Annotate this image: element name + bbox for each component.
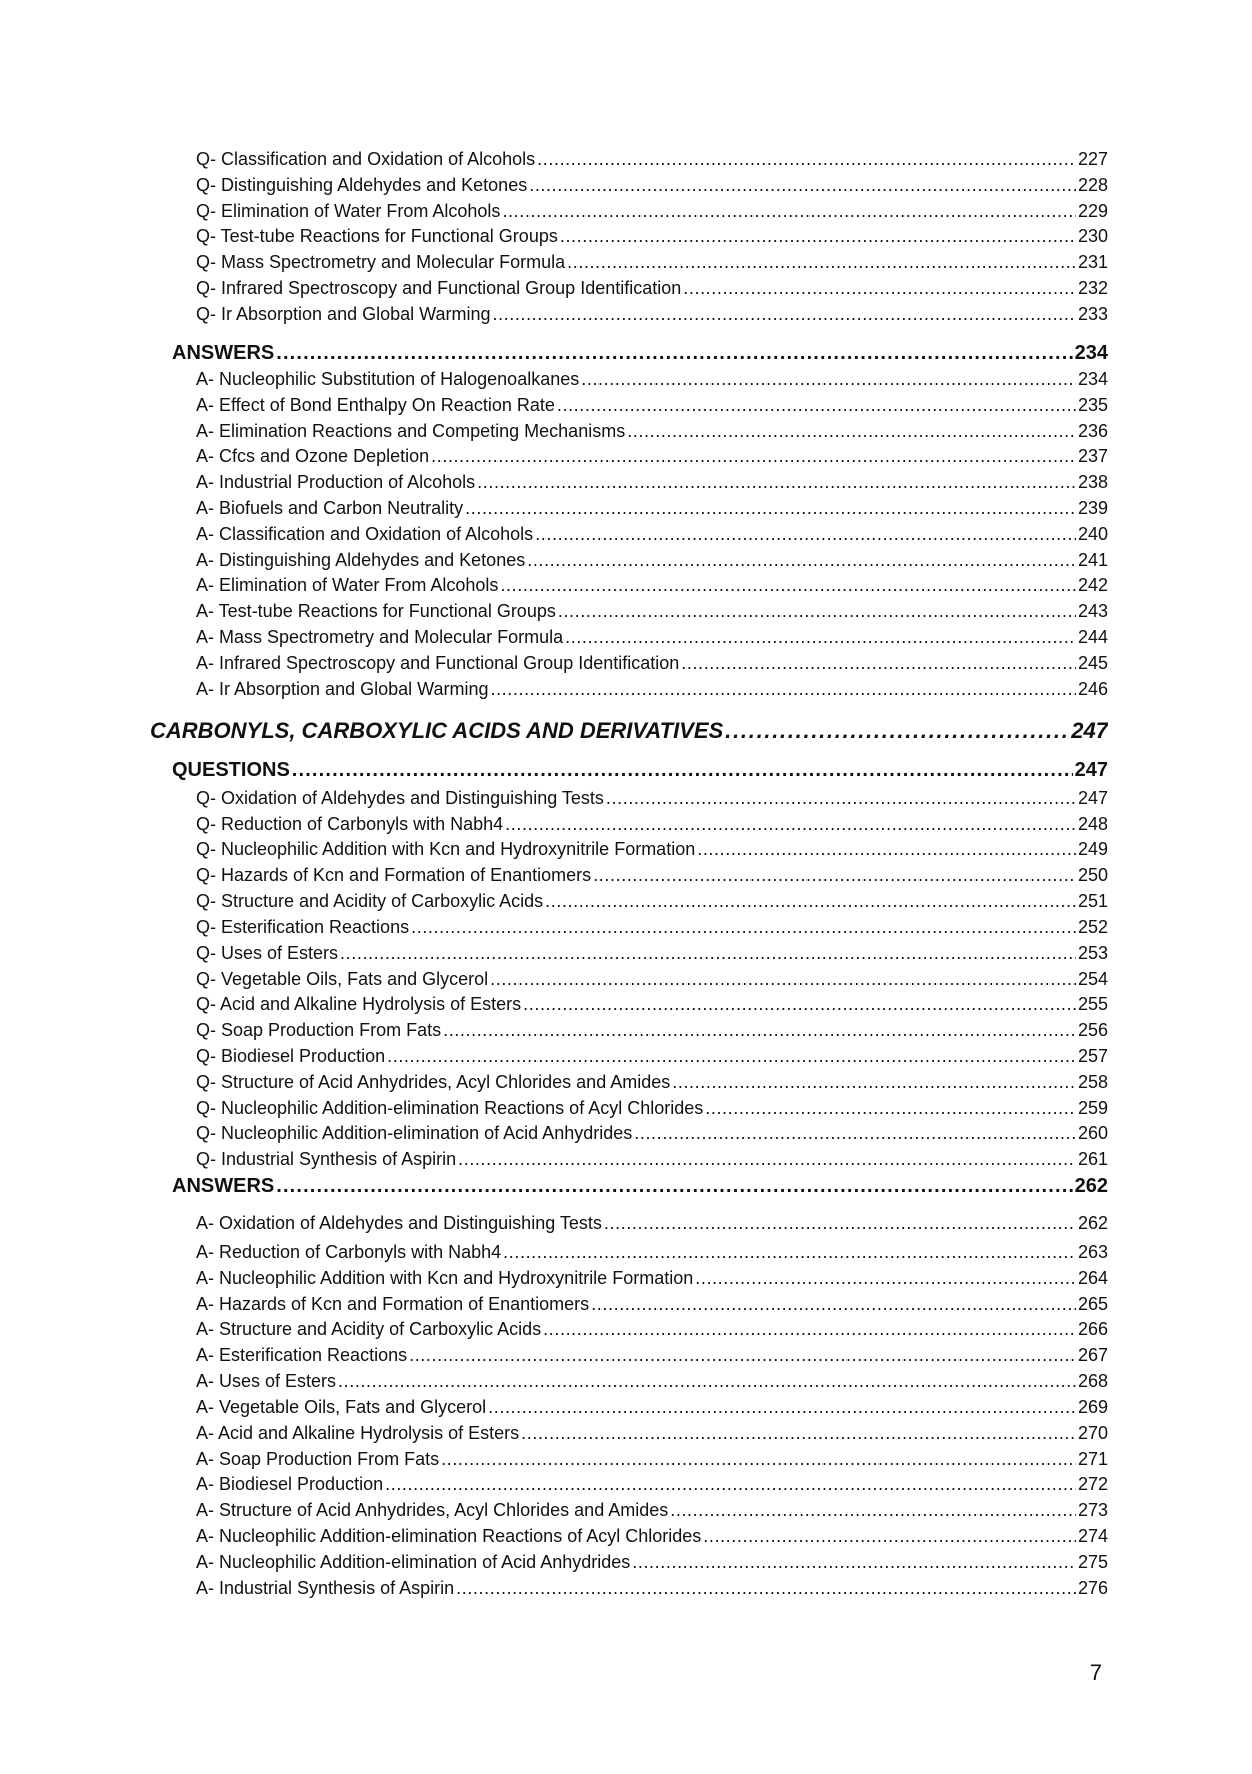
toc-entry[interactable] [196,421,1108,442]
toc-entry[interactable] [196,1072,1108,1093]
dot-leader [670,1500,1076,1521]
toc-page-number: 235 [1077,395,1108,415]
toc-entry[interactable] [196,524,1108,545]
dot-leader [441,1449,1076,1470]
dot-leader [490,679,1075,700]
toc-entry[interactable] [196,1526,1108,1547]
dot-leader [604,1213,1076,1234]
toc-title: Q- Reduction of Carbonyls with Nabh4 [196,814,504,834]
toc-section[interactable] [172,342,1108,365]
dot-leader [606,788,1076,809]
toc-title: QUESTIONS [172,759,290,781]
toc-page-number: 229 [1077,201,1108,221]
toc-page-number: 240 [1077,524,1108,544]
toc-entry[interactable] [196,627,1108,648]
toc-page-number: 238 [1077,472,1108,492]
dot-leader [632,1552,1076,1573]
dot-leader [431,446,1076,467]
toc-entry[interactable] [196,601,1108,622]
toc-page-number: 246 [1077,679,1108,699]
dot-leader [338,1371,1076,1392]
toc-page-number: 254 [1077,969,1108,989]
toc-title: Q- Infrared Spectroscopy and Functional Group Identification [196,278,682,298]
toc-entry[interactable] [196,1578,1108,1599]
toc-entry[interactable] [196,994,1108,1015]
toc-title: Q- Nucleophilic Addition with Kcn and Hydroxynitrile Formation [196,839,696,859]
toc-entry[interactable] [196,550,1108,571]
dot-leader [458,1149,1076,1170]
toc-page-number: 230 [1077,226,1108,246]
dot-leader [565,627,1076,648]
dot-leader [703,1526,1076,1547]
toc-title: Q- Structure of Acid Anhydrides, Acyl Chlorides and Amides [196,1072,671,1092]
toc-title: Q- Mass Spectrometry and Molecular Formula [196,252,566,272]
toc-title: A- Industrial Synthesis of Aspirin [196,1578,455,1598]
dot-leader [340,943,1076,964]
toc-entry[interactable] [196,839,1108,860]
toc-entry[interactable] [196,917,1108,938]
toc-page-number: 258 [1077,1072,1108,1092]
toc-entry[interactable] [196,1149,1108,1170]
toc-title: A- Vegetable Oils, Fats and Glycerol [196,1397,487,1417]
dot-leader [697,839,1076,860]
dot-leader [276,342,1072,365]
toc-page-number: 234 [1077,369,1108,389]
toc-title: Q- Esterification Reactions [196,917,410,937]
toc-entry[interactable] [196,1552,1108,1573]
toc-page-number: 247 [1077,788,1108,808]
toc-entry[interactable] [196,1449,1108,1470]
toc-title: A- Soap Production From Fats [196,1449,440,1469]
dot-leader [292,759,1073,782]
toc-title: Q- Uses of Esters [196,943,339,963]
toc-title: A- Esterification Reactions [196,1345,408,1365]
dot-leader [543,1319,1076,1340]
dot-leader [695,1268,1076,1289]
toc-page-number: 243 [1077,601,1108,621]
toc-title: A- Cfcs and Ozone Depletion [196,446,430,466]
toc-title: Q- Soap Production From Fats [196,1020,442,1040]
toc-title: Q- Vegetable Oils, Fats and Glycerol [196,969,489,989]
dot-leader [567,252,1076,273]
toc-page-number: 262 [1077,1213,1108,1233]
dot-leader [593,865,1076,886]
dot-leader [683,278,1076,299]
dot-leader [502,201,1076,222]
toc-page-number: 270 [1077,1423,1108,1443]
toc-page-number: 264 [1077,1268,1108,1288]
dot-leader [490,969,1076,990]
toc-entry[interactable] [196,472,1108,493]
toc-page-number: 242 [1077,575,1108,595]
dot-leader [276,1175,1072,1198]
toc-title: A- Structure of Acid Anhydrides, Acyl Chlorides and Amides [196,1500,669,1520]
toc-title: A- Test-tube Reactions for Functional Groups [196,601,556,621]
toc-page-number: 265 [1077,1294,1108,1314]
dot-leader [521,1423,1076,1444]
toc-page-number: 271 [1077,1449,1108,1469]
toc-entry[interactable] [196,679,1108,700]
dot-leader [558,601,1076,622]
toc-title: Q- Structure and Acidity of Carboxylic Acids [196,891,544,911]
toc-title: ANSWERS [172,1175,275,1197]
toc-page-number: 227 [1077,149,1108,169]
dot-leader [581,369,1076,390]
toc-page-number: 276 [1077,1578,1108,1598]
toc-title: Q- Hazards of Kcn and Formation of Enantiomers [196,865,592,885]
toc-title: Q- Nucleophilic Addition-elimination Reactions of Acyl Chlorides [196,1098,704,1118]
dot-leader [409,1345,1076,1366]
toc-title: A- Effect of Bond Enthalpy On Reaction Rate [196,395,555,415]
toc-title: Q- Ir Absorption and Global Warming [196,304,491,324]
toc-entry[interactable] [196,201,1108,222]
toc-page-number: 248 [1077,814,1108,834]
toc-title: Q- Classification and Oxidation of Alcohols [196,149,536,169]
toc-entry[interactable] [196,149,1108,170]
toc-page-number: 247 [1071,718,1108,743]
dot-leader [503,1242,1076,1263]
toc-entry[interactable] [196,1242,1108,1263]
dot-leader [411,917,1076,938]
page-number: 7 [1089,1660,1102,1685]
toc-entry[interactable] [196,1046,1108,1067]
toc-page-number: 239 [1077,498,1108,518]
toc-page-number: 245 [1077,653,1108,673]
toc-section[interactable] [172,1175,1108,1198]
toc-title: A- Biofuels and Carbon Neutrality [196,498,464,518]
toc-entry[interactable] [196,498,1108,519]
toc-page-number: 268 [1077,1371,1108,1391]
toc-entry[interactable] [196,788,1108,809]
toc-title: A- Ir Absorption and Global Warming [196,679,489,699]
toc-entry[interactable] [196,891,1108,912]
toc-entry[interactable] [196,1423,1108,1444]
dot-leader [627,421,1076,442]
dot-leader [557,395,1076,416]
toc-page-number: 266 [1077,1319,1108,1339]
toc-title: A- Nucleophilic Addition-elimination of Acid Anhydrides [196,1552,631,1572]
toc-page-number: 274 [1077,1526,1108,1546]
toc-page-number: 228 [1077,175,1108,195]
toc-page-number: 267 [1077,1345,1108,1365]
toc-title: A- Nucleophilic Substitution of Halogenoalkanes [196,369,580,389]
toc-page-number: 269 [1077,1397,1108,1417]
toc-entry[interactable] [196,1294,1108,1315]
toc-entry[interactable] [196,865,1108,886]
toc-title: CARBONYLS, CARBOXYLIC ACIDS AND DERIVATIVES [150,718,724,743]
toc-page-number: 257 [1077,1046,1108,1066]
dot-leader [456,1578,1076,1599]
toc-page-number: 275 [1077,1552,1108,1572]
toc-entry[interactable] [196,1397,1108,1418]
toc-entry[interactable] [196,814,1108,835]
toc-title: A- Classification and Oxidation of Alcohols [196,524,534,544]
toc-title: A- Reduction of Carbonyls with Nabh4 [196,1242,502,1262]
toc-title: A- Distinguishing Aldehydes and Ketones [196,550,526,570]
toc-title: A- Elimination of Water From Alcohols [196,575,499,595]
dot-leader [591,1294,1076,1315]
toc-entry[interactable] [196,278,1108,299]
toc-page-number: 237 [1077,446,1108,466]
toc-page-number: 273 [1077,1500,1108,1520]
dot-leader [672,1072,1076,1093]
toc-entry[interactable] [196,1213,1108,1234]
toc-page-number: 253 [1077,943,1108,963]
toc-title: A- Uses of Esters [196,1371,337,1391]
toc-page-number: 256 [1077,1020,1108,1040]
toc-title: Q- Distinguishing Aldehydes and Ketones [196,175,528,195]
toc-title: Q- Elimination of Water From Alcohols [196,201,501,221]
toc-entry[interactable] [196,1020,1108,1041]
toc-title: A- Nucleophilic Addition-elimination Reactions of Acyl Chlorides [196,1526,702,1546]
dot-leader [535,524,1076,545]
toc-entry[interactable] [196,1345,1108,1366]
toc-page-number: 252 [1077,917,1108,937]
toc-entry[interactable] [196,252,1108,273]
toc-page-number: 241 [1077,550,1108,570]
toc-chapter[interactable] [150,718,1108,744]
toc-page-number: 236 [1077,421,1108,441]
toc-title: A- Acid and Alkaline Hydrolysis of Esters [196,1423,520,1443]
toc-entry[interactable] [196,226,1108,247]
dot-leader [387,1046,1076,1067]
toc-entry[interactable] [196,1474,1108,1495]
toc-page-number: 259 [1077,1098,1108,1118]
toc-title: ANSWERS [172,342,275,364]
toc-section[interactable] [172,759,1108,782]
dot-leader [545,891,1076,912]
toc-page-number: 249 [1077,839,1108,859]
toc-entry[interactable] [196,1268,1108,1289]
toc-page-number: 247 [1074,759,1108,781]
toc-page-number: 232 [1077,278,1108,298]
dot-leader [385,1474,1076,1495]
dot-leader [465,498,1076,519]
toc-page-number: 234 [1074,342,1108,364]
toc-entry[interactable] [196,304,1108,325]
toc-page-number: 262 [1074,1175,1108,1197]
dot-leader [537,149,1076,170]
dot-leader [560,226,1076,247]
dot-leader [523,994,1076,1015]
dot-leader [681,653,1076,674]
toc-title: Q- Test-tube Reactions for Functional Groups [196,226,558,246]
dot-leader [477,472,1076,493]
toc-title: A- Industrial Production of Alcohols [196,472,476,492]
toc-entry[interactable] [196,446,1108,467]
toc-entry[interactable] [196,575,1108,596]
toc-title: A- Mass Spectrometry and Molecular Formula [196,627,564,647]
toc-entry[interactable] [196,653,1108,674]
toc-title: Q- Nucleophilic Addition-elimination of Acid Anhydrides [196,1123,633,1143]
toc-entry[interactable] [196,1319,1108,1340]
toc-entry[interactable] [196,943,1108,964]
toc-title: A- Oxidation of Aldehydes and Distinguishing Tests [196,1213,602,1233]
toc-title: A- Nucleophilic Addition with Kcn and Hydroxynitrile Formation [196,1268,694,1288]
toc-entry[interactable] [196,369,1108,390]
toc-title: A- Elimination Reactions and Competing Mechanisms [196,421,626,441]
toc-page-number: 260 [1077,1123,1108,1143]
toc-entry[interactable] [196,1500,1108,1521]
dot-leader [634,1123,1076,1144]
toc-entry[interactable] [196,1098,1108,1119]
toc-title: Q- Acid and Alkaline Hydrolysis of Esters [196,994,522,1014]
toc-page-number: 272 [1077,1474,1108,1494]
toc-title: A- Infrared Spectroscopy and Functional Group Identification [196,653,680,673]
toc-entry[interactable] [196,969,1108,990]
toc-title: Q- Industrial Synthesis of Aspirin [196,1149,457,1169]
dot-leader [505,814,1076,835]
toc-page-number: 233 [1077,304,1108,324]
toc-page-number: 251 [1077,891,1108,911]
toc-entry[interactable] [196,175,1108,196]
toc-page-number: 261 [1077,1149,1108,1169]
dot-leader [492,304,1075,325]
toc-title: A- Biodiesel Production [196,1474,384,1494]
dot-leader [527,550,1076,571]
dot-leader [705,1098,1076,1119]
toc-title: A- Hazards of Kcn and Formation of Enantiomers [196,1294,590,1314]
toc-page-number: 263 [1077,1242,1108,1262]
toc-title: A- Structure and Acidity of Carboxylic Acids [196,1319,542,1339]
dot-leader [529,175,1076,196]
dot-leader [488,1397,1076,1418]
toc-page-number: 250 [1077,865,1108,885]
dot-leader [500,575,1076,596]
toc-entry[interactable] [196,395,1108,416]
toc-entry[interactable] [196,1371,1108,1392]
dot-leader [725,718,1069,744]
toc-entry[interactable] [196,1123,1108,1144]
toc-title: Q- Biodiesel Production [196,1046,386,1066]
toc-page-number: 231 [1077,252,1108,272]
toc-page-number: 244 [1077,627,1108,647]
dot-leader [443,1020,1076,1041]
toc-title: Q- Oxidation of Aldehydes and Distinguishing Tests [196,788,604,808]
toc-page-number: 255 [1077,994,1108,1014]
